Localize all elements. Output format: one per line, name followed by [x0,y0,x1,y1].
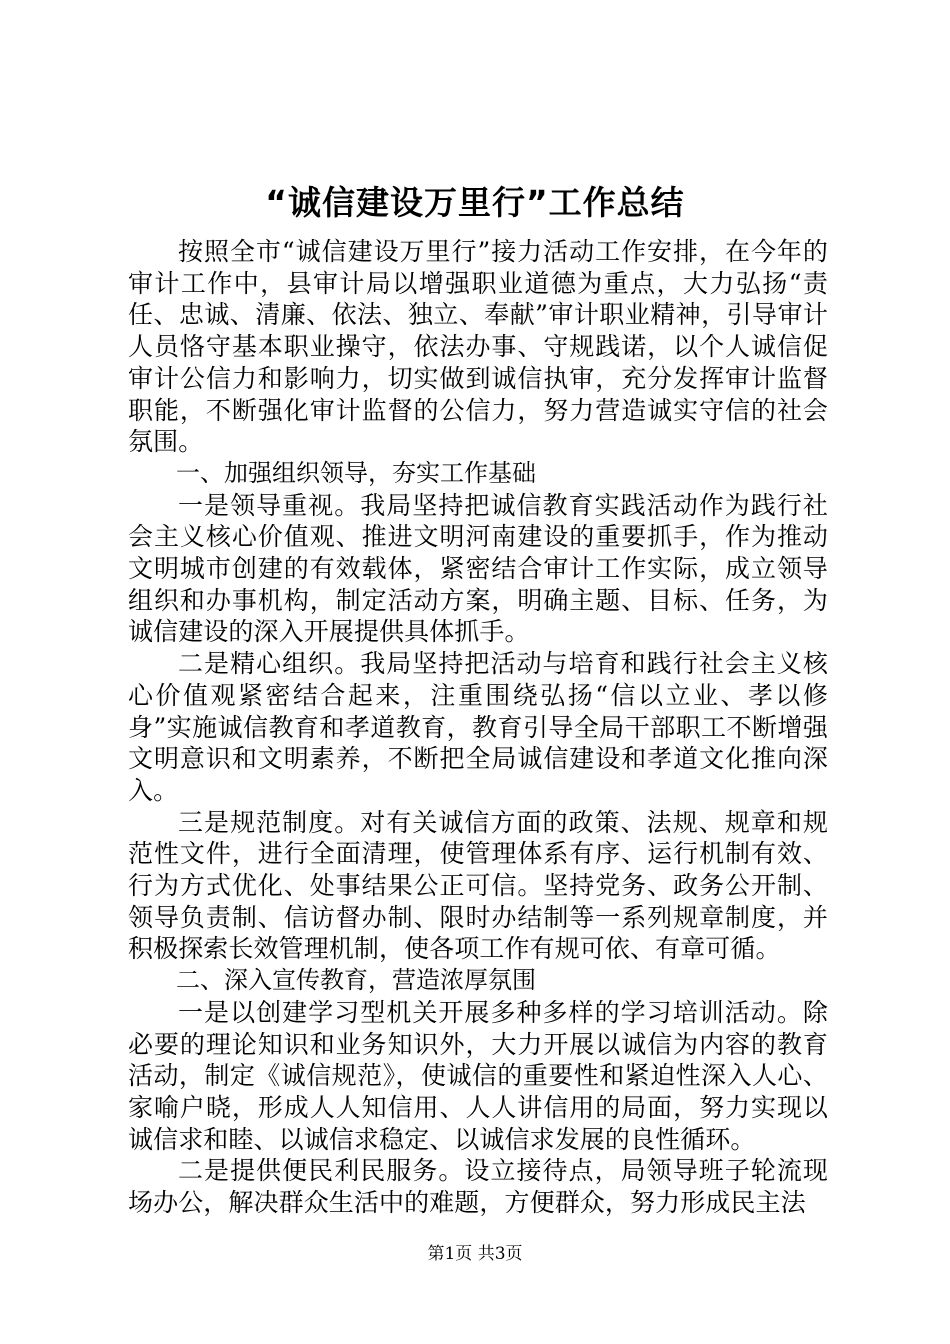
section2-paragraph-2: 二是提供便民利民服务。设立接待点，局领导班子轮流现场办公，解决群众生活中的难题，方便群众，努力形成民主法 [128,1156,828,1218]
document-body [128,236,828,1219]
section1-paragraph-2: 二是精心组织。我局坚持把活动与培育和践行社会主义核心价值观紧密结合起来，注重围绕弘扬“信以立业、孝以修身”实施诚信教育和孝道教育，教育引导全局干部职工不断增强文明意识和文明素养，不断把全局诚信建设和孝道文化推向深入。 [128,649,828,805]
page-number-footer: 第1页 共3页 [427,1244,523,1264]
document-title: “诚信建设万里行”工作总结 [265,183,685,222]
section-heading-2: 二、深入宣传教育，营造浓厚氛围 [176,966,536,995]
section1-paragraph-1: 一是领导重视。我局坚持把诚信教育实践活动作为践行社会主义核心价值观、推进文明河南建设的重要抓手，作为推动文明城市创建的有效载体，紧密结合审计工作实际，成立领导组织和办事机构，制定活动方案，明确主题、目标、任务，为诚信建设的深入开展提供具体抓手。 [128,490,828,647]
section-heading-1: 一、加强组织领导，夯实工作基础 [176,458,536,487]
section1-paragraph-3: 三是规范制度。对有关诚信方面的政策、法规、规章和规范性文件，进行全面清理，使管理体系有序、运行机制有效、行为方式优化、处事结果公正可信。坚持党务、政务公开制、领导负责制、信访督办制、限时办结制等一系列规章制度，并积极探索长效管理机制，使各项工作有规可依、有章可循。 [128,807,828,964]
intro-paragraph: 按照全市“诚信建设万里行”接力活动工作安排，在今年的审计工作中，县审计局以增强职业道德为重点，大力弘扬“责任、忠诚、清廉、依法、独立、奉献”审计职业精神，引导审计人员恪守基本职业操守，依法办事、守规践诺，以个人诚信促审计公信力和影响力，切实做到诚信执审，充分发挥审计监督职能，不断强化审计监督的公信力，努力营造诚实守信的社会氛围。 [128,237,828,457]
section2-paragraph-1: 一是以创建学习型机关开展多种多样的学习培训活动。除必要的理论知识和业务知识外，大力开展以诚信为内容的教育活动，制定《诚信规范》，使诚信的重要性和紧迫性深入人心、家喻户晓，形成人人知信用、人人讲信用的局面，努力实现以诚信求和睦、以诚信求稳定、以诚信求发展的良性循环。 [128,997,828,1154]
